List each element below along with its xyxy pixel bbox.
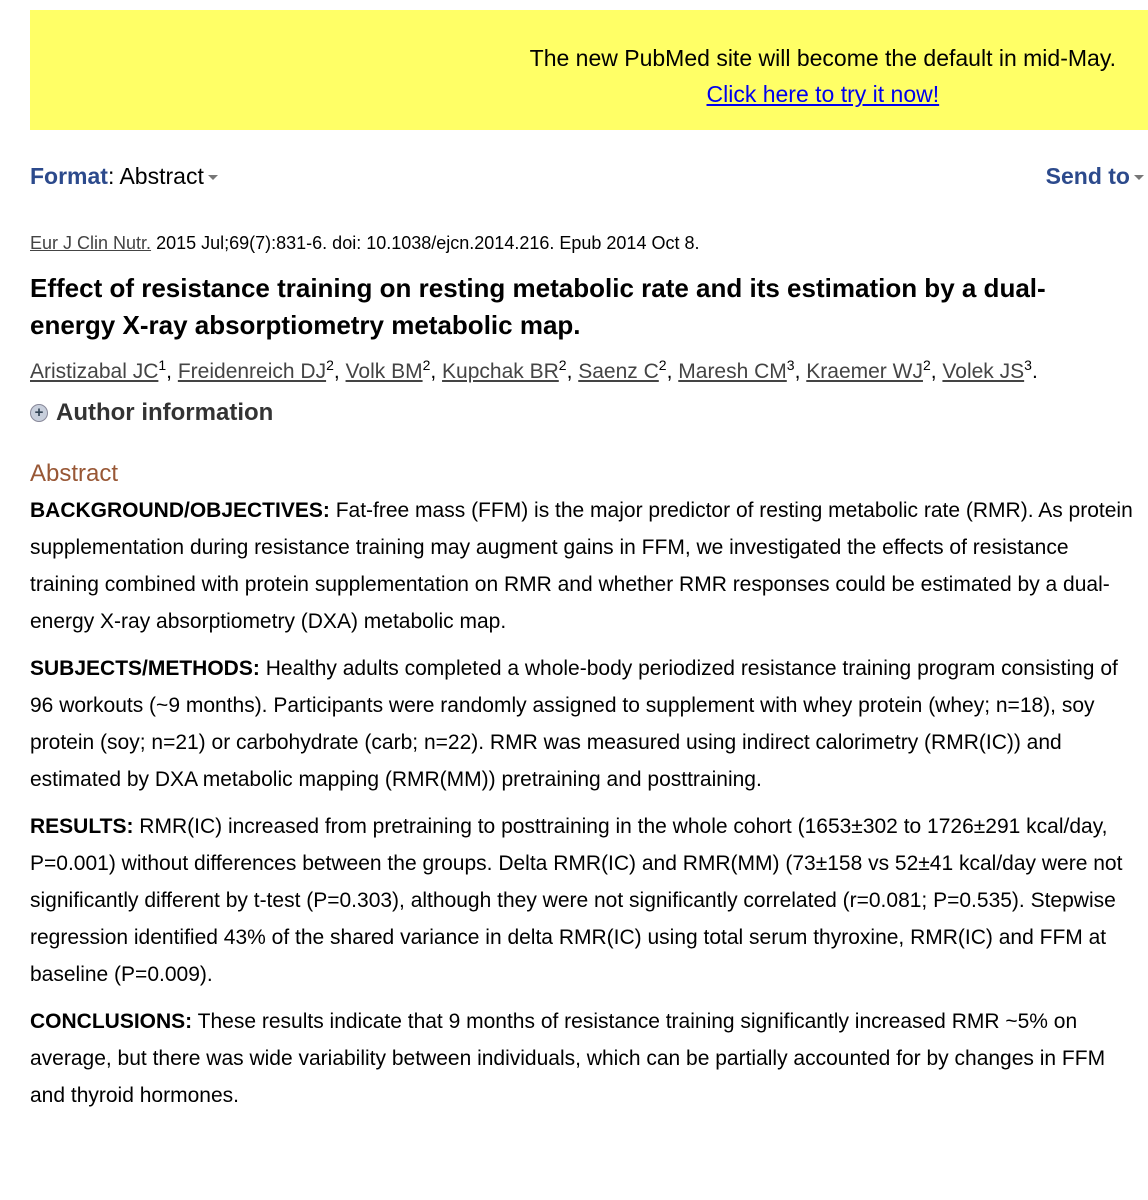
expand-plus-icon: + (30, 404, 48, 422)
affiliation-number: 2 (558, 357, 567, 373)
affiliation-number: 2 (922, 357, 931, 373)
affiliation-number: 3 (1024, 357, 1032, 373)
affiliation-number: 2 (422, 357, 431, 373)
article-title: Effect of resistance training on resting metabolic rate and its estimation by a dual-energy X-ray absorptiometry metabolic map. (30, 273, 1046, 340)
citation-details: 2015 Jul;69(7):831-6. doi: 10.1038/ejcn.2014.216. Epub 2014 Oct 8. (156, 233, 700, 253)
banner-message: The new PubMed site will become the default in mid-May. (529, 45, 1116, 71)
chevron-down-icon (208, 175, 218, 180)
send-to-menu[interactable] (1046, 163, 1144, 190)
section-label: CONCLUSIONS: (30, 1010, 193, 1033)
abstract-body (30, 492, 1142, 1124)
author-link[interactable]: Freidenreich DJ (177, 360, 327, 383)
format-selector[interactable]: Format: Abstract (30, 163, 218, 190)
author-link[interactable]: Volek JS (942, 360, 1025, 383)
section-label: RESULTS: (30, 815, 134, 838)
affiliation-number: 3 (786, 357, 795, 373)
abstract-section (30, 1003, 1142, 1114)
affiliation-number: 1 (158, 357, 167, 373)
new-pubmed-banner (30, 10, 1148, 130)
abstract-section (30, 650, 1142, 798)
try-new-pubmed-link[interactable]: Click here to try it now! (706, 81, 940, 107)
abstract-section (30, 808, 1142, 993)
citation (30, 233, 699, 254)
affiliation-number: 2 (326, 357, 334, 373)
section-label: SUBJECTS/METHODS: (30, 657, 260, 680)
chevron-down-icon (1134, 175, 1144, 180)
author-link[interactable]: Kupchak BR (442, 360, 559, 383)
author-information-toggle[interactable] (30, 399, 273, 427)
affiliation-number: 2 (658, 357, 667, 373)
abstract-heading: Abstract (30, 460, 119, 487)
send-to-label: Send to (1045, 163, 1130, 189)
author-link[interactable]: Maresh CM (678, 360, 787, 383)
section-label: BACKGROUND/OBJECTIVES: (30, 499, 330, 522)
author-link[interactable]: Aristizabal JC (30, 360, 159, 383)
author-link[interactable]: Volk BM (345, 360, 423, 383)
section-text: Healthy adults completed a whole-body periodized resistance training program consisting of 96 workouts (~9 months). Participants were randomly assigned to supplement with whey protein (whey; n=18), soy protein (soy; n=21) or carbohydrate (carb; n=22). RMR was measured using indirect calorimetry (RMR(IC)) and estimated by DXA metabolic mapping (RMR(MM)) pretraining and posttraining. (30, 657, 1118, 791)
section-text: RMR(IC) increased from pretraining to posttraining in the whole cohort (1653±302 to 1726±291 kcal/day, P=0.001) without differences between the groups. Delta RMR(IC) and RMR(MM) (73±158 vs 52±41 kcal/day were not significantly different by t-test (P=0.303), although they were not significantly correlated (r=0.081; P=0.535). Stepwise regression identified 43% of the shared variance in delta RMR(IC) using total serum thyroxine, RMR(IC) and FFM at baseline (P=0.009). (30, 815, 1123, 986)
abstract-section (30, 492, 1142, 640)
author-information-label: Author information (56, 399, 274, 426)
author-link[interactable]: Kraemer WJ (806, 360, 923, 383)
format-label: Format (30, 163, 108, 189)
author-link[interactable]: Saenz C (578, 360, 659, 383)
author-list: Aristizabal $JC^1$, Freidenreich $DJ^2$, Volk $BM^2$, Kupchak $BR^2$, Saenz $C^2$, Maresh $CM^3$, Kraemer $WJ^2$, Volek $JS^3$. (30, 357, 1038, 383)
journal-link[interactable]: Eur J Clin Nutr. (30, 233, 152, 253)
section-text: Fat-free mass (FFM) is the major predictor of resting metabolic rate (RMR). As protein supplementation during resistance training may augment gains in FFM, we investigated the effects of resistance training combined with protein supplementation on RMR and whether RMR responses could be estimated by a dual-energy X-ray absorptiometry (DXA) metabolic map. (30, 499, 1133, 633)
section-text: These results indicate that 9 months of resistance training significantly increased RMR ~5% on average, but there was wide variability between individuals, which can be partially accounted for by changes in FFM and thyroid hormones. (30, 1010, 1106, 1107)
format-value: Abstract (119, 163, 204, 189)
